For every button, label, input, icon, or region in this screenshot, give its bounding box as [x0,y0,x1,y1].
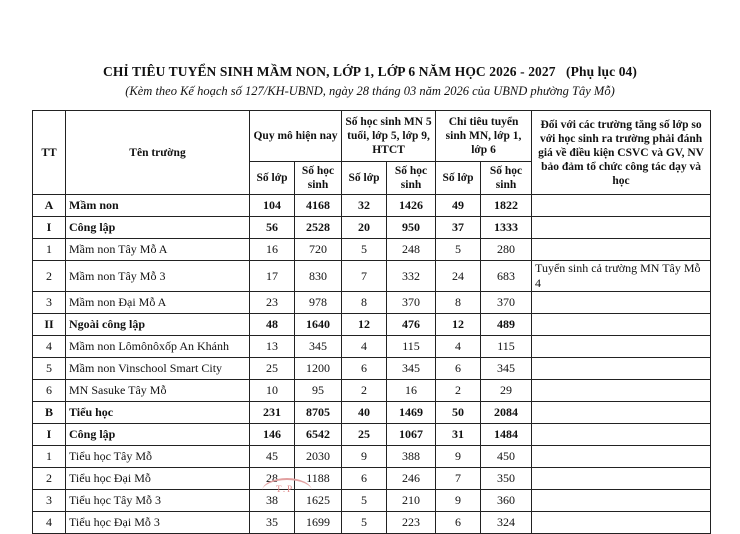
row-target-classes: 2 [436,380,481,402]
row-note [532,512,711,534]
row-school-name: Tiểu học Đại Mỗ [66,468,250,490]
row-target-classes: 50 [436,402,481,424]
row-target-students: 370 [481,292,532,314]
row-current-classes: 17 [250,261,295,292]
row-current-students: 978 [295,292,342,314]
table-row [33,358,711,380]
row-current-classes: 146 [250,424,295,446]
row-mn5-classes: 6 [342,358,387,380]
row-mn5-students: 246 [387,468,436,490]
row-note [532,358,711,380]
row-mn5-students: 210 [387,490,436,512]
row-mn5-classes: 25 [342,424,387,446]
row-target-classes: 24 [436,261,481,292]
row-tt: II [33,314,66,336]
row-tt: 6 [33,380,66,402]
header-so-hs: Số học sinh [481,162,532,195]
row-mn5-students: 950 [387,217,436,239]
row-target-classes: 4 [436,336,481,358]
row-target-classes: 9 [436,490,481,512]
table-row [33,195,711,217]
row-current-students: 720 [295,239,342,261]
header-so-lop: Số lớp [436,162,481,195]
annex-label: (Phụ lục 04) [566,64,638,79]
row-mn5-classes: 20 [342,217,387,239]
row-mn5-students: 332 [387,261,436,292]
row-mn5-students: 1067 [387,424,436,446]
row-mn5-students: 1469 [387,402,436,424]
row-current-classes: 104 [250,195,295,217]
row-current-students: 1188 [295,468,342,490]
row-note [532,336,711,358]
row-target-classes: 6 [436,512,481,534]
row-target-students: 280 [481,239,532,261]
row-target-students: 345 [481,358,532,380]
row-current-classes: 38 [250,490,295,512]
row-mn5-classes: 7 [342,261,387,292]
row-target-students: 1484 [481,424,532,446]
row-note [532,446,711,468]
row-current-classes: 35 [250,512,295,534]
row-current-classes: 45 [250,446,295,468]
row-mn5-students: 16 [387,380,436,402]
row-mn5-classes: 5 [342,512,387,534]
row-current-classes: 25 [250,358,295,380]
row-mn5-students: 370 [387,292,436,314]
row-tt: 2 [33,468,66,490]
row-target-classes: 5 [436,239,481,261]
row-mn5-classes: 5 [342,490,387,512]
row-tt: I [33,217,66,239]
row-school-name: Ngoài công lập [66,314,250,336]
table-row [33,446,711,468]
table-row [33,402,711,424]
title-text: CHỈ TIÊU TUYỂN SINH MẦM NON, LỚP 1, LỚP 6 NĂM HỌC 2026 - 2027 [102,64,556,79]
row-mn5-classes: 6 [342,468,387,490]
official-stamp [262,478,312,504]
row-target-classes: 7 [436,468,481,490]
row-current-classes: 56 [250,217,295,239]
row-tt: 5 [33,358,66,380]
header-so-hs: Số học sinh [387,162,436,195]
row-note [532,402,711,424]
row-mn5-students: 345 [387,358,436,380]
row-current-classes: 10 [250,380,295,402]
table-row [33,239,711,261]
row-school-name: MN Sasuke Tây Mỗ [66,380,250,402]
row-mn5-students: 248 [387,239,436,261]
row-note [532,424,711,446]
row-mn5-students: 115 [387,336,436,358]
row-current-students: 4168 [295,195,342,217]
row-mn5-students: 388 [387,446,436,468]
row-school-name: Công lập [66,217,250,239]
table-row [33,336,711,358]
row-target-students: 1333 [481,217,532,239]
row-tt: 2 [33,261,66,292]
row-note [532,490,711,512]
row-school-name: Tiểu học Tây Mỗ [66,446,250,468]
row-target-classes: 31 [436,424,481,446]
row-target-students: 360 [481,490,532,512]
page-title [0,64,740,80]
row-school-name: Mầm non Tây Mỗ A [66,239,250,261]
row-school-name: Công lập [66,424,250,446]
header-so-hs: Số học sinh [295,162,342,195]
row-note: Tuyển sinh cả trường MN Tây Mỗ 4 [532,261,711,292]
row-current-classes: 48 [250,314,295,336]
row-mn5-students: 223 [387,512,436,534]
row-tt: 3 [33,490,66,512]
row-target-classes: 37 [436,217,481,239]
row-target-students: 683 [481,261,532,292]
row-target-classes: 9 [436,446,481,468]
row-target-students: 1822 [481,195,532,217]
row-target-students: 2084 [481,402,532,424]
row-note [532,195,711,217]
row-school-name: Mầm non Vinschool Smart City [66,358,250,380]
row-mn5-students: 1426 [387,195,436,217]
table-row [33,468,711,490]
row-target-students: 115 [481,336,532,358]
row-school-name: Tiểu học Đại Mỗ 3 [66,512,250,534]
row-target-students: 450 [481,446,532,468]
header-mn5: Số học sinh MN 5 tuổi, lớp 5, lớp 9, HTCT [342,111,436,162]
row-mn5-students: 476 [387,314,436,336]
row-mn5-classes: 12 [342,314,387,336]
row-tt: A [33,195,66,217]
row-mn5-classes: 32 [342,195,387,217]
table-row [33,314,711,336]
row-current-classes: 16 [250,239,295,261]
row-current-students: 95 [295,380,342,402]
row-tt: 1 [33,446,66,468]
row-note [532,468,711,490]
row-current-students: 345 [295,336,342,358]
row-school-name: Mầm non Đại Mỗ A [66,292,250,314]
table-row [33,292,711,314]
row-current-students: 1699 [295,512,342,534]
header-target: Chỉ tiêu tuyển sinh MN, lớp 1, lớp 6 [436,111,532,162]
row-current-students: 1625 [295,490,342,512]
table-row [33,424,711,446]
row-mn5-classes: 8 [342,292,387,314]
stamp-text: T.P [276,484,295,494]
header-so-lop: Số lớp [250,162,295,195]
table-row [33,217,711,239]
table-row [33,261,711,292]
row-target-students: 29 [481,380,532,402]
row-note [532,380,711,402]
table-row [33,512,711,534]
row-target-classes: 12 [436,314,481,336]
row-current-students: 830 [295,261,342,292]
row-mn5-classes: 4 [342,336,387,358]
table-row [33,380,711,402]
row-tt: 1 [33,239,66,261]
row-school-name: Tiểu học [66,402,250,424]
header-so-lop: Số lớp [342,162,387,195]
row-target-classes: 6 [436,358,481,380]
row-note [532,314,711,336]
row-mn5-classes: 9 [342,446,387,468]
row-note [532,292,711,314]
row-school-name: Mầm non Tây Mỗ 3 [66,261,250,292]
row-tt: 4 [33,336,66,358]
row-school-name: Mầm non [66,195,250,217]
row-note [532,239,711,261]
header-tt: TT [33,111,66,195]
row-current-students: 1200 [295,358,342,380]
row-current-students: 6542 [295,424,342,446]
table-row [33,490,711,512]
row-current-classes: 23 [250,292,295,314]
row-current-classes: 13 [250,336,295,358]
row-current-students: 2528 [295,217,342,239]
page-subtitle: (Kèm theo Kế hoạch số 127/KH-UBND, ngày 28 tháng 03 năm 2026 của UBND phường Tây Mỗ) [125,84,615,98]
row-target-students: 350 [481,468,532,490]
row-current-students: 1640 [295,314,342,336]
row-school-name: Tiểu học Tây Mỗ 3 [66,490,250,512]
enrollment-table [32,110,711,534]
header-school: Tên trường [66,111,250,195]
row-current-classes: 28 [250,468,295,490]
row-tt: 3 [33,292,66,314]
header-note: Đối với các trường tăng số lớp so với học sinh ra trường phải đánh giá về điều kiện CSVC và GV, NV bảo đảm tổ chức công tác dạy và học [532,111,711,195]
row-current-classes: 231 [250,402,295,424]
row-tt: 4 [33,512,66,534]
row-current-students: 2030 [295,446,342,468]
row-school-name: Mầm non Lômônôxốp An Khánh [66,336,250,358]
row-target-classes: 49 [436,195,481,217]
row-target-students: 324 [481,512,532,534]
row-current-students: 8705 [295,402,342,424]
row-mn5-classes: 2 [342,380,387,402]
row-note [532,217,711,239]
row-mn5-classes: 5 [342,239,387,261]
row-tt: B [33,402,66,424]
row-target-classes: 8 [436,292,481,314]
row-target-students: 489 [481,314,532,336]
row-tt: I [33,424,66,446]
header-current-scale: Quy mô hiện nay [250,111,342,162]
row-mn5-classes: 40 [342,402,387,424]
